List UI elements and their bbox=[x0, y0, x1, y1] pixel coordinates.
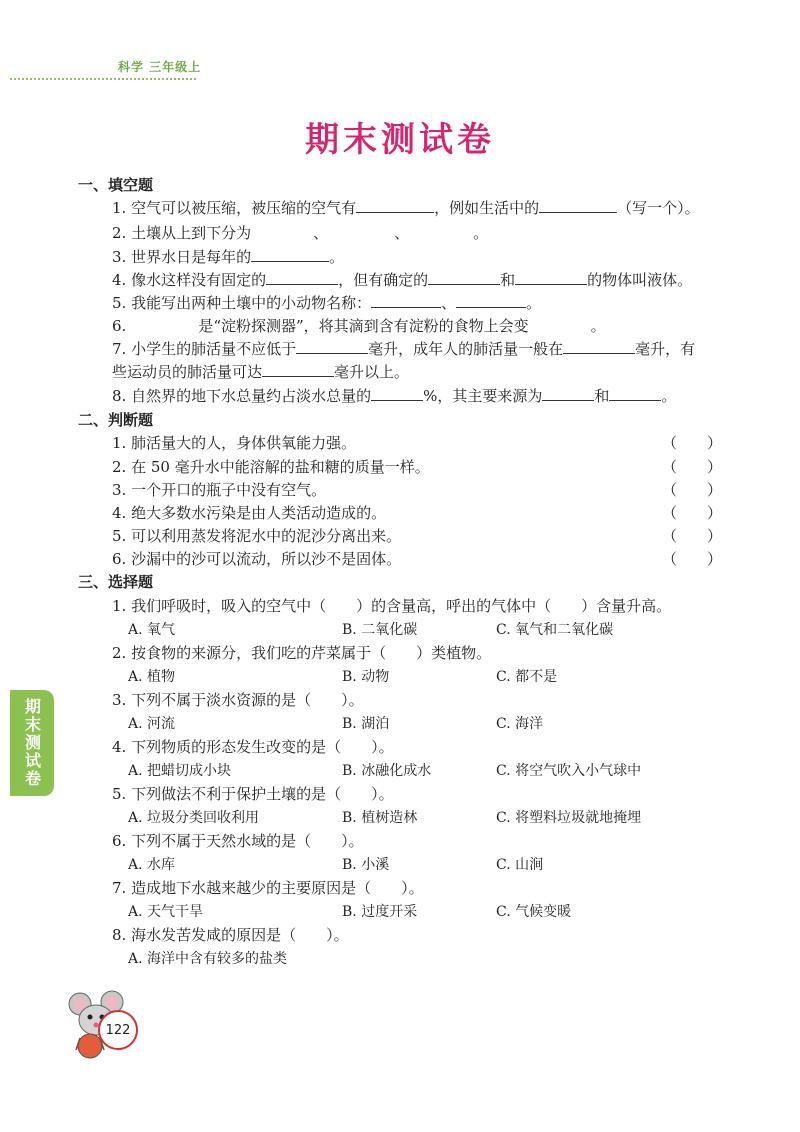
fill-question-6: 6. 是“淀粉探测器”，将其滴到含有淀粉的食物上会变 。 bbox=[112, 317, 606, 335]
answer-blank[interactable] bbox=[262, 362, 334, 377]
choice-option-b[interactable]: B. 小溪 bbox=[342, 857, 390, 873]
judge-question-5: 5. 可以利用蒸发将泥水中的泥沙分离出来。 bbox=[112, 527, 402, 545]
answer-paren[interactable]: （ ） bbox=[662, 527, 723, 545]
answer-blank[interactable] bbox=[296, 339, 368, 354]
choice-option-c[interactable]: C. 海洋 bbox=[496, 716, 544, 732]
answer-paren[interactable]: （ ） bbox=[662, 434, 723, 452]
fill-question-5: 5. 我能写出两种土壤中的小动物名称： 、 。 bbox=[112, 294, 542, 312]
answer-paren[interactable]: （ ） bbox=[662, 550, 723, 568]
choice-question-2: 2. 按食物的来源分，我们吃的芹菜属于（ ）类植物。 bbox=[112, 644, 492, 662]
fill-question-7: 7. 小学生的肺活量不应低于 毫升，成年人的肺活量一般在 毫升，有 bbox=[112, 340, 696, 358]
answer-blank[interactable] bbox=[542, 386, 594, 401]
choice-option-a[interactable]: A. 水库 bbox=[128, 857, 176, 873]
choice-option-c[interactable]: C. 气候变暖 bbox=[496, 904, 572, 920]
answer-blank[interactable] bbox=[266, 270, 338, 285]
header-label: 科学 三年级上 bbox=[118, 60, 202, 74]
section-judge-heading: 二、判断题 bbox=[78, 411, 154, 429]
answer-blank[interactable] bbox=[563, 339, 635, 354]
section-fill-heading: 一、填空题 bbox=[78, 176, 154, 194]
answer-blank[interactable] bbox=[251, 247, 329, 262]
choice-option-a[interactable]: A. 把蜡切成小块 bbox=[128, 763, 232, 779]
fill-question-8: 8. 自然界的地下水总量约占淡水总量的 %，其主要来源为 和 。 bbox=[112, 387, 677, 405]
choice-option-b[interactable]: B. 湖泊 bbox=[342, 716, 390, 732]
answer-blank[interactable] bbox=[428, 270, 500, 285]
section-choice-heading: 三、选择题 bbox=[78, 573, 154, 591]
choice-question-4: 4. 下列物质的形态发生改变的是（ ）。 bbox=[112, 738, 394, 756]
fill-question-2: 2. 土壤从上到下分为 、 、 。 bbox=[112, 224, 489, 242]
choice-option-a[interactable]: A. 氧气 bbox=[128, 622, 176, 638]
answer-blank[interactable] bbox=[456, 293, 526, 308]
header-divider bbox=[10, 78, 196, 80]
choice-option-c[interactable]: C. 氧气和二氧化碳 bbox=[496, 622, 614, 638]
choice-question-3: 3. 下列不属于淡水资源的是（ ）。 bbox=[112, 691, 364, 709]
judge-question-3: 3. 一个开口的瓶子中没有空气。 bbox=[112, 481, 327, 499]
judge-question-4: 4. 绝大多数水污染是由人类活动造成的。 bbox=[112, 504, 387, 522]
answer-paren[interactable]: （ ） bbox=[662, 481, 723, 499]
choice-option-c[interactable]: C. 将塑料垃圾就地掩埋 bbox=[496, 810, 642, 826]
choice-question-8: 8. 海水发苦发咸的原因是（ ）。 bbox=[112, 926, 349, 944]
choice-question-7: 7. 造成地下水越来越少的主要原因是（ ）。 bbox=[112, 879, 424, 897]
fill-question-1: 1. 空气可以被压缩，被压缩的空气有 ，例如生活中的 （写一个）。 bbox=[112, 199, 700, 217]
page-number: 122 bbox=[98, 1010, 138, 1050]
answer-blank[interactable] bbox=[539, 198, 617, 213]
fill-question-3: 3. 世界水日是每年的 。 bbox=[112, 248, 345, 266]
choice-option-c[interactable]: C. 都不是 bbox=[496, 669, 558, 685]
judge-question-2: 2. 在 50 毫升水中能溶解的盐和糖的质量一样。 bbox=[112, 458, 430, 476]
choice-option-a[interactable]: A. 河流 bbox=[128, 716, 176, 732]
choice-option-b[interactable]: B. 动物 bbox=[342, 669, 390, 685]
answer-blank[interactable] bbox=[371, 293, 441, 308]
judge-question-1: 1. 肺活量大的人，身体供氧能力强。 bbox=[112, 434, 357, 452]
judge-question-6: 6. 沙漏中的沙可以流动，所以沙不是固体。 bbox=[112, 550, 402, 568]
choice-option-a[interactable]: A. 海洋中含有较多的盐类 bbox=[128, 951, 288, 967]
side-tab bbox=[10, 690, 54, 796]
choice-option-a[interactable]: A. 天气干旱 bbox=[128, 904, 204, 920]
fill-question-7-cont: 些运动员的肺活量可达 毫升以上。 bbox=[112, 363, 410, 381]
choice-option-b[interactable]: B. 冰融化成水 bbox=[342, 763, 432, 779]
choice-question-6: 6. 下列不属于天然水域的是（ ）。 bbox=[112, 832, 364, 850]
choice-option-b[interactable]: B. 过度开采 bbox=[342, 904, 418, 920]
choice-option-c[interactable]: C. 将空气吹入小气球中 bbox=[496, 763, 642, 779]
side-tab-label: 期末测试卷 bbox=[22, 698, 42, 788]
answer-blank[interactable] bbox=[356, 198, 434, 213]
fill-question-4: 4. 像水这样没有固定的 ，但有确定的 和 的物体叫液体。 bbox=[112, 271, 693, 289]
answer-blank[interactable] bbox=[371, 386, 423, 401]
choice-option-b[interactable]: B. 二氧化碳 bbox=[342, 622, 418, 638]
choice-option-a[interactable]: A. 植物 bbox=[128, 669, 176, 685]
choice-question-5: 5. 下列做法不利于保护土壤的是（ ）。 bbox=[112, 785, 394, 803]
answer-blank[interactable] bbox=[515, 270, 587, 285]
answer-paren[interactable]: （ ） bbox=[662, 504, 723, 522]
choice-option-c[interactable]: C. 山涧 bbox=[496, 857, 544, 873]
answer-blank[interactable] bbox=[609, 386, 661, 401]
choice-option-b[interactable]: B. 植树造林 bbox=[342, 810, 418, 826]
choice-option-a[interactable]: A. 垃圾分类回收利用 bbox=[128, 810, 260, 826]
page-title: 期末测试卷 bbox=[305, 120, 495, 160]
choice-question-1: 1. 我们呼吸时，吸入的空气中（ ）的含量高，呼出的气体中（ ）含量升高。 bbox=[112, 597, 672, 615]
answer-paren[interactable]: （ ） bbox=[662, 458, 723, 476]
